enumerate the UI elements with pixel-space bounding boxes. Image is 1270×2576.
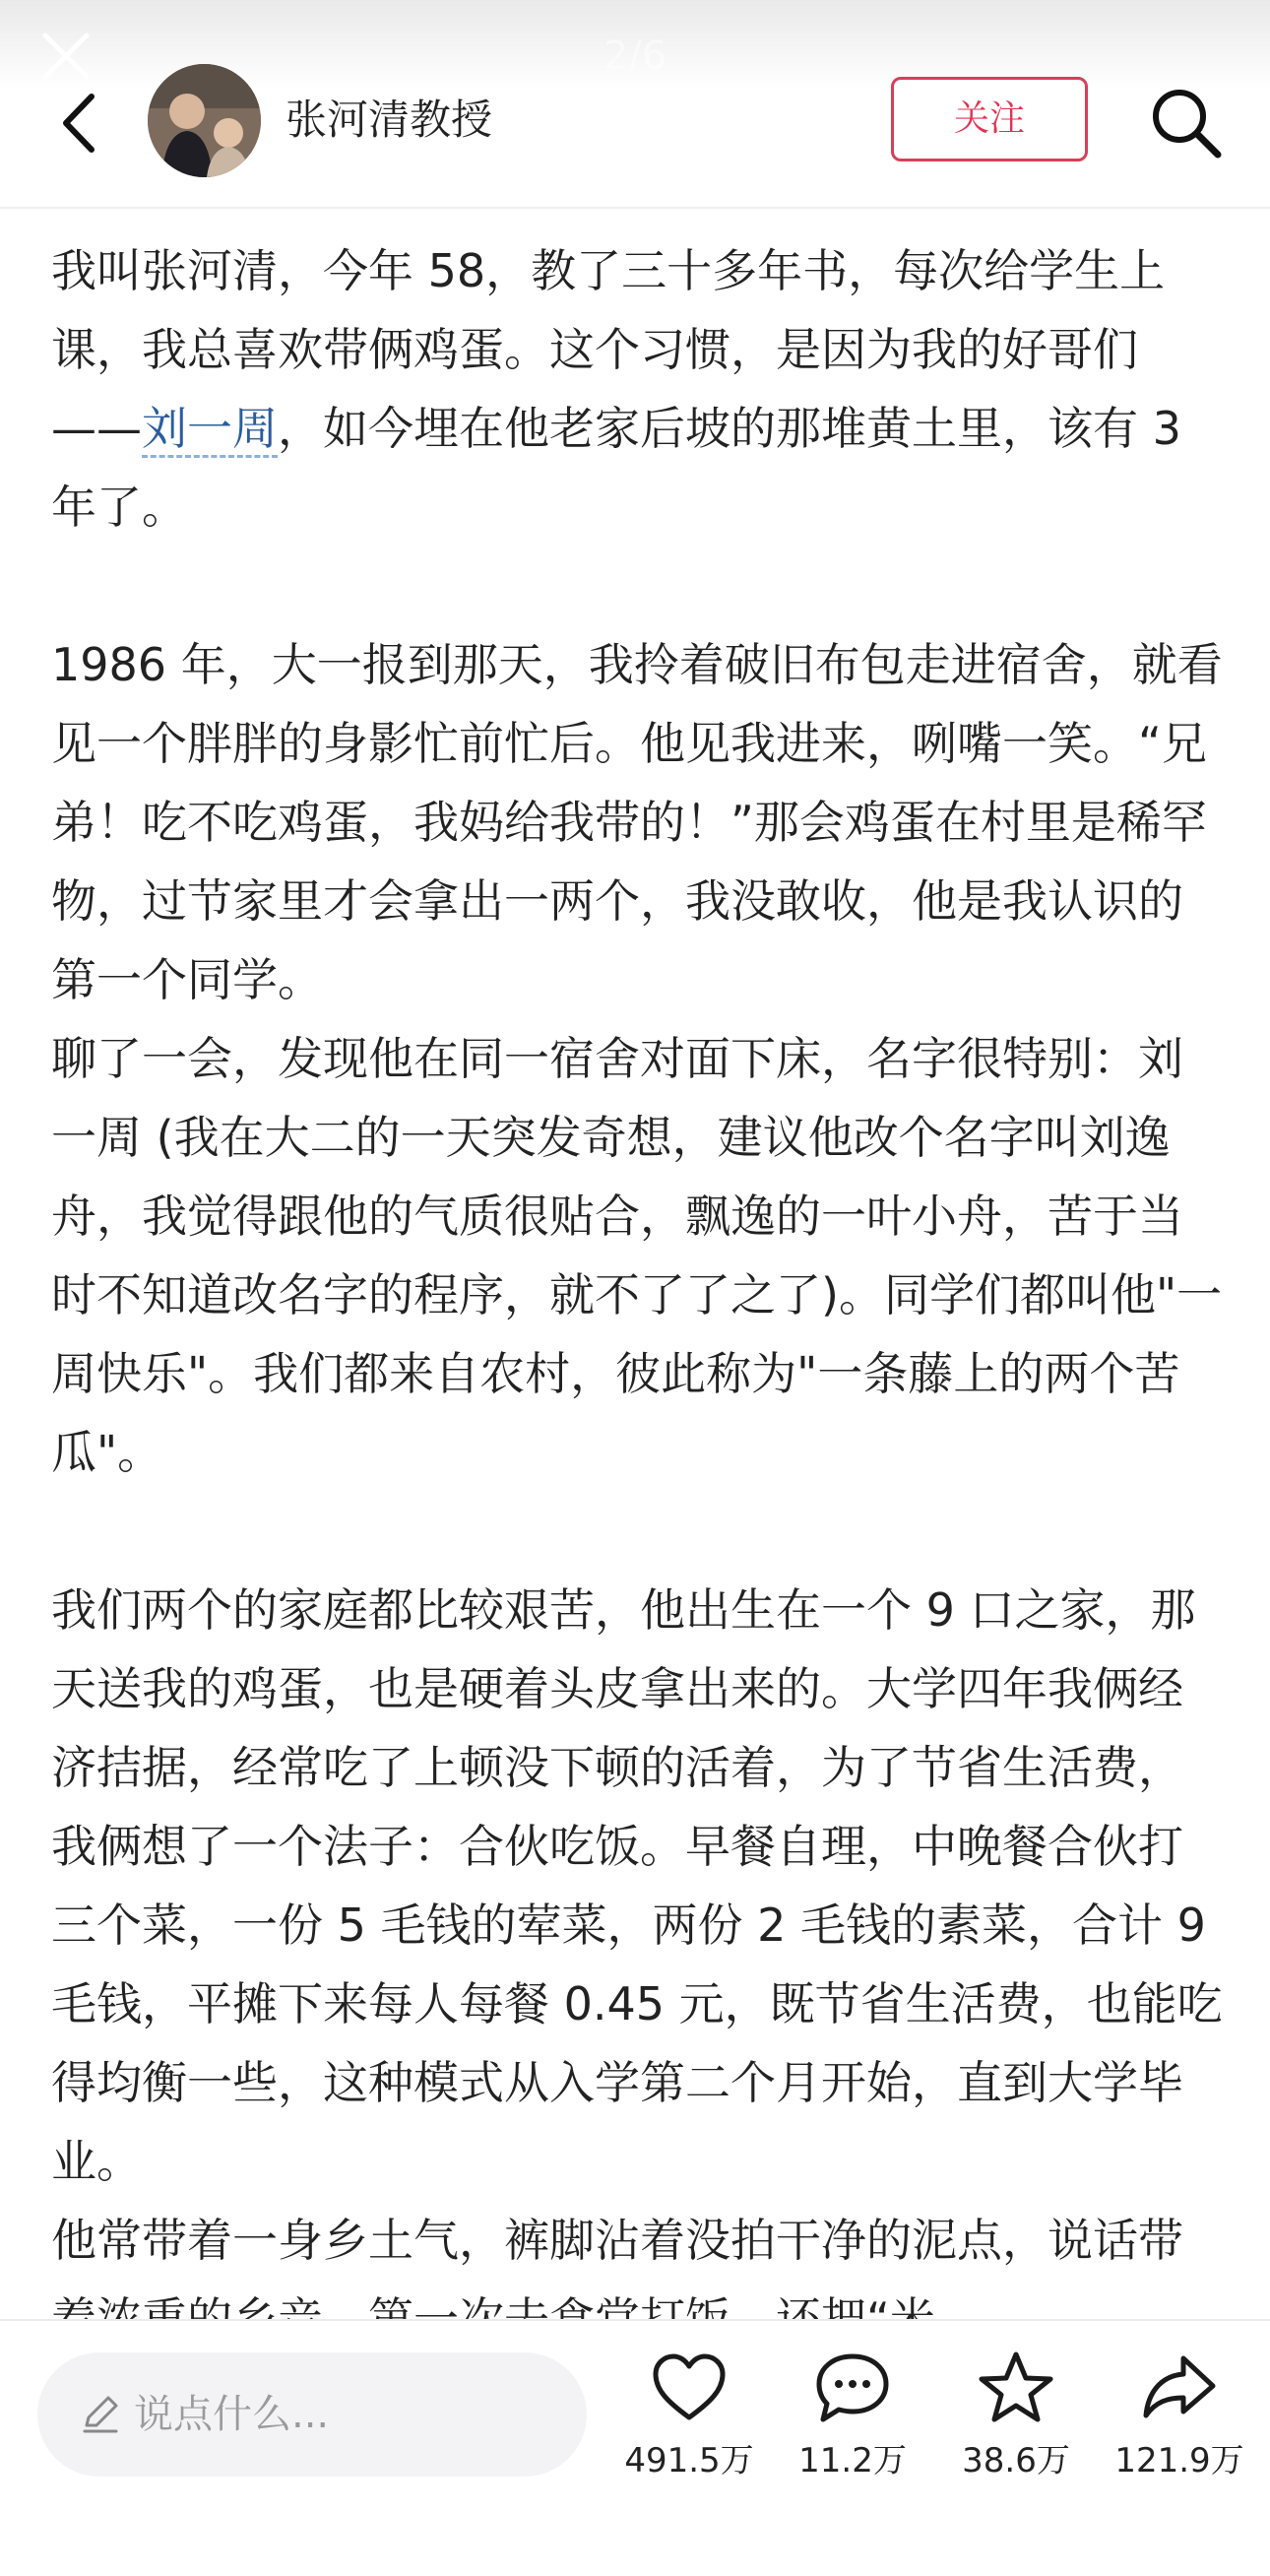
paragraph-text: ，如今埋在他老家后坡的那堆黄土里，该有 3 年了。: [51, 402, 1181, 534]
comment-placeholder: 说点什么...: [134, 2392, 330, 2437]
close-icon[interactable]: [39, 30, 93, 83]
paragraph: 聊了一会，发现他在同一宿舍对面下床，名字很特别：刘一周 (我在大二的一天突发奇想，建议他改个名字叫刘逸舟，我觉得跟他的气质很贴合，飘逸的一叶小舟，苦于当时不知道改名字的程序，就不了了之了)。同学们都叫他"一周快乐"。我们都来自农村，彼此称为"一条藤上的两个苦瓜"。: [51, 1032, 1223, 1479]
share-button[interactable]: [1081, 2349, 1270, 2482]
mention-link[interactable]: 刘一周: [142, 402, 278, 458]
page-indicator: 2/6: [603, 33, 667, 79]
top-nav-bar: [0, 0, 1270, 209]
pencil-icon: [79, 2392, 122, 2435]
paragraph-text: 我叫张河清，今年 58，教了三十多年书，每次给学生上课，我总喜欢带俩鸡蛋。这个习惯，是因为我的好哥们——: [51, 244, 1166, 455]
comment-count: 11.2万: [798, 2441, 907, 2480]
article-body: [51, 231, 1223, 2358]
paragraph: 他常带着一身乡土气，裤脚沾着没拍干净的泥点，说话带: [51, 2214, 1183, 2267]
paragraph: 1986 年，大一报到那天，我拎着破旧布包走进宿舍，就看见一个胖胖的身影忙前忙后。他见我进来，咧嘴一笑。“兄弟！吃不吃鸡蛋，我妈给我带的！”那会鸡蛋在村里是稀罕物，过节家里才会拿出一两个，我没敢收，他是我认识的第一个同学。: [51, 638, 1223, 1006]
follow-button[interactable]: 关注: [891, 77, 1088, 161]
author-avatar[interactable]: [148, 64, 261, 177]
author-name[interactable]: 张河清教授: [286, 96, 493, 144]
like-count: 491.5万: [624, 2441, 754, 2480]
avatar-photo: [148, 64, 261, 177]
comment-bubble-icon: [813, 2349, 892, 2427]
paragraph: 我们两个的家庭都比较艰苦，他出生在一个 9 口之家，那天送我的鸡蛋，也是硬着头皮拿出来的。大学四年我俩经济拮据，经常吃了上顿没下顿的活着，为了节省生活费，我俩想了一个法子：合伙吃饭。早餐自理，中晚餐合伙打三个菜，一份 5 毛钱的荤菜，两份 2 毛钱的素菜，合计 9 毛钱，平摊下来每人每餐 0.45 元，既节省生活费，也能吃得均衡一些，这种模式从入学第二个月开始，直到大学毕业。: [51, 1583, 1223, 2188]
star-icon: [977, 2349, 1055, 2427]
paragraph: [51, 231, 1223, 547]
collect-count: 38.6万: [962, 2441, 1070, 2480]
comment-input[interactable]: [37, 2352, 587, 2477]
bottom-action-bar: [0, 2319, 1270, 2576]
back-arrow-icon[interactable]: [54, 89, 103, 158]
heart-icon: [650, 2349, 729, 2427]
search-icon[interactable]: [1147, 84, 1226, 162]
share-arrow-icon: [1140, 2349, 1219, 2427]
share-count: 121.9万: [1114, 2441, 1244, 2480]
